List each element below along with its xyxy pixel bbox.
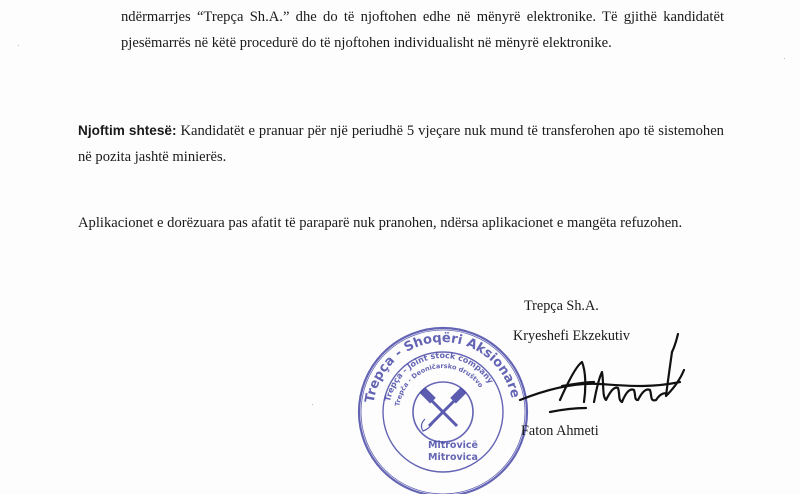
scan-speck — [18, 45, 19, 46]
scan-speck — [312, 404, 313, 405]
paragraph-applications: Aplikacionet e dorëzuara pas afatit të paraparë nuk pranohen, ndërsa aplikacionet e mangëta refuzohen. — [78, 215, 683, 231]
paragraph-notification: ndërmarrjes “Trepça Sh.A.” dhe do të njoftohen edhe në mënyrë elektronike. Të gjithë kandidatët pjesëmarrës në këtë procedurë do të njoftohen individualisht në mënyrë elektronike. — [121, 9, 724, 51]
stamp-inner-text: Trepça - Joint stock company — [383, 350, 496, 403]
paragraph-additional-notice — [78, 118, 724, 170]
stamp-ring-text: Trepça - Shoqëri Aksionare — [362, 330, 523, 404]
crossed-hammers-icon — [420, 388, 466, 431]
stamp-inner-text-2: Trepča - Deoničarsko društvo — [393, 361, 485, 407]
signature-title: Kryeshefi Ekzekutiv — [513, 328, 631, 344]
signature-name: Faton Ahmeti — [521, 423, 599, 439]
scan-speck — [784, 58, 785, 59]
notice-label: Njoftim shtesë: — [78, 123, 177, 138]
handwritten-signature — [490, 322, 690, 422]
signature-company: Trepça Sh.A. — [524, 298, 599, 314]
stamp-city-sq: Mitrovicë — [428, 440, 478, 451]
stamp-city-sr: Mitrovica — [428, 452, 478, 463]
notice-text: Kandidatët e pranuar për një periudhë 5 vjeçare nuk mund të transferohen apo të sistemohen në pozita jashtë minierës. — [78, 123, 724, 165]
